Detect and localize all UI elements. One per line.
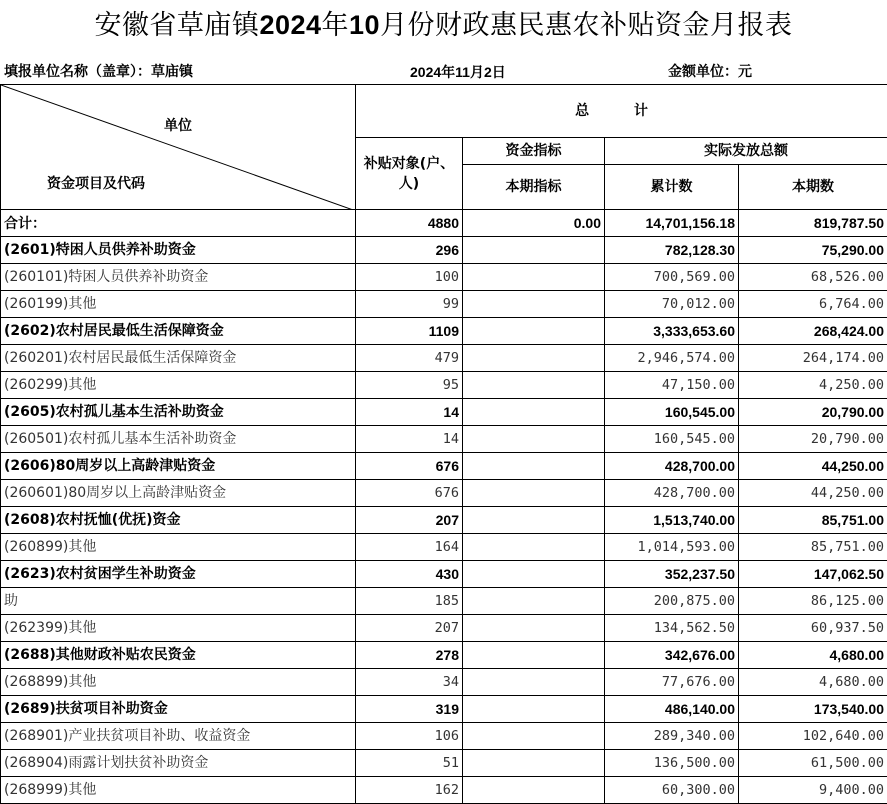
row-current-period: 20,790.00 [739, 399, 887, 426]
row-item-name: (262399)其他 [1, 615, 356, 642]
table-row [1, 561, 887, 588]
row-item-name: (268899)其他 [1, 669, 356, 696]
table-row [1, 291, 887, 318]
row-item-name: (260199)其他 [1, 291, 356, 318]
title-mid: 年 [322, 10, 350, 41]
table-body [1, 210, 887, 804]
row-current-period: 9,400.00 [739, 777, 887, 804]
row-current-period: 6,764.00 [739, 291, 887, 318]
row-item-name: (2605)农村孤儿基本生活补助资金 [1, 399, 356, 426]
row-current-period: 86,125.00 [739, 588, 887, 615]
subsidy-report-table [0, 84, 887, 804]
row-subsidy-count: 106 [356, 723, 463, 750]
row-current-indicator [463, 723, 605, 750]
row-subsidy-count: 164 [356, 534, 463, 561]
header-fund-indicator: 资金指标 [463, 138, 605, 165]
row-current-indicator [463, 669, 605, 696]
row-current-period: 4,680.00 [739, 642, 887, 669]
row-cumulative: 1,014,593.00 [605, 534, 739, 561]
row-item-name: (268999)其他 [1, 777, 356, 804]
row-subsidy-count: 1109 [356, 318, 463, 345]
row-current-period: 68,526.00 [739, 264, 887, 291]
row-current-indicator [463, 615, 605, 642]
row-subsidy-count: 51 [356, 750, 463, 777]
row-item-name: (260201)农村居民最低生活保障资金 [1, 345, 356, 372]
row-item-name: (2602)农村居民最低生活保障资金 [1, 318, 356, 345]
row-current-indicator [463, 696, 605, 723]
row-subsidy-count: 14 [356, 426, 463, 453]
table-row [1, 237, 887, 264]
row-cumulative: 1,513,740.00 [605, 507, 739, 534]
row-current-indicator [463, 588, 605, 615]
row-item-name: (2689)扶贫项目补助资金 [1, 696, 356, 723]
row-subsidy-count: 4880 [356, 210, 463, 237]
row-item-name: (2601)特困人员供养补助资金 [1, 237, 356, 264]
table-row [1, 372, 887, 399]
table-row [1, 696, 887, 723]
row-cumulative: 134,562.50 [605, 615, 739, 642]
row-cumulative: 14,701,156.18 [605, 210, 739, 237]
row-current-indicator [463, 372, 605, 399]
row-current-indicator [463, 399, 605, 426]
row-item-name: (268901)产业扶贫项目补助、收益资金 [1, 723, 356, 750]
table-row [1, 507, 887, 534]
table-row [1, 480, 887, 507]
row-subsidy-count: 207 [356, 615, 463, 642]
row-cumulative: 2,946,574.00 [605, 345, 739, 372]
row-cumulative: 160,545.00 [605, 399, 739, 426]
row-current-indicator [463, 534, 605, 561]
table-row [1, 453, 887, 480]
row-cumulative: 3,333,653.60 [605, 318, 739, 345]
row-item-name: (268904)雨露计划扶贫补助资金 [1, 750, 356, 777]
row-current-period: 85,751.00 [739, 507, 887, 534]
row-current-period: 61,500.00 [739, 750, 887, 777]
table-row [1, 264, 887, 291]
row-cumulative: 60,300.00 [605, 777, 739, 804]
row-current-period: 75,290.00 [739, 237, 887, 264]
row-subsidy-count: 95 [356, 372, 463, 399]
header-cumulative: 累计数 [605, 165, 739, 210]
header-unit-label: 单位 [1, 113, 355, 139]
row-current-period: 102,640.00 [739, 723, 887, 750]
table-row [1, 426, 887, 453]
row-item-name: (260601)80周岁以上高龄津贴资金 [1, 480, 356, 507]
row-current-period: 60,937.50 [739, 615, 887, 642]
table-row [1, 750, 887, 777]
currency-unit: 金额单位：元 [668, 60, 752, 84]
row-current-period: 268,424.00 [739, 318, 887, 345]
row-subsidy-count: 162 [356, 777, 463, 804]
row-item-name: (260899)其他 [1, 534, 356, 561]
title-year: 2024 [259, 10, 321, 40]
row-current-period: 44,250.00 [739, 480, 887, 507]
row-subsidy-count: 430 [356, 561, 463, 588]
row-current-indicator [463, 345, 605, 372]
row-item-name: (260299)其他 [1, 372, 356, 399]
row-current-indicator [463, 480, 605, 507]
row-subsidy-count: 34 [356, 669, 463, 696]
row-cumulative: 428,700.00 [605, 453, 739, 480]
row-current-indicator [463, 264, 605, 291]
row-current-indicator [463, 426, 605, 453]
row-item-name: (2608)农村抚恤(优抚)资金 [1, 507, 356, 534]
row-cumulative: 342,676.00 [605, 642, 739, 669]
row-cumulative: 47,150.00 [605, 372, 739, 399]
report-date: 2024年11月2日 [410, 60, 506, 84]
row-item-name: (2606)80周岁以上高龄津贴资金 [1, 453, 356, 480]
row-cumulative: 289,340.00 [605, 723, 739, 750]
row-cumulative: 486,140.00 [605, 696, 739, 723]
title-suffix: 月份财政惠民惠农补贴资金月报表 [380, 10, 793, 41]
row-subsidy-count: 100 [356, 264, 463, 291]
row-subsidy-count: 207 [356, 507, 463, 534]
header-current-indicator: 本期指标 [463, 165, 605, 210]
table-row [1, 318, 887, 345]
row-current-indicator [463, 453, 605, 480]
row-item-name: (2688)其他财政补贴农民资金 [1, 642, 356, 669]
row-item-name: (260101)特困人员供养补助资金 [1, 264, 356, 291]
row-item-name: (2623)农村贫困学生补助资金 [1, 561, 356, 588]
table-row [1, 642, 887, 669]
table-row [1, 399, 887, 426]
row-current-indicator [463, 642, 605, 669]
header-diagonal-cell [1, 85, 356, 210]
row-cumulative: 782,128.30 [605, 237, 739, 264]
row-current-period: 173,540.00 [739, 696, 887, 723]
row-cumulative: 428,700.00 [605, 480, 739, 507]
report-title [0, 0, 887, 48]
row-current-period: 264,174.00 [739, 345, 887, 372]
total-row [1, 210, 887, 237]
table-row [1, 615, 887, 642]
row-subsidy-count: 278 [356, 642, 463, 669]
row-current-indicator [463, 237, 605, 264]
table-row [1, 723, 887, 750]
table-row [1, 777, 887, 804]
row-current-indicator [463, 561, 605, 588]
row-subsidy-count: 319 [356, 696, 463, 723]
table-row [1, 534, 887, 561]
header-actual-total: 实际发放总额 [605, 138, 887, 165]
header-subsidy-target: 补贴对象(户、人) [356, 138, 463, 210]
row-subsidy-count: 185 [356, 588, 463, 615]
row-current-period: 4,680.00 [739, 669, 887, 696]
row-cumulative: 700,569.00 [605, 264, 739, 291]
table-row [1, 669, 887, 696]
row-current-period: 85,751.00 [739, 534, 887, 561]
row-current-indicator [463, 507, 605, 534]
row-current-indicator: 0.00 [463, 210, 605, 237]
title-prefix: 安徽省草庙镇 [94, 10, 259, 41]
row-current-indicator [463, 318, 605, 345]
row-subsidy-count: 676 [356, 480, 463, 507]
row-current-period: 4,250.00 [739, 372, 887, 399]
row-current-indicator [463, 777, 605, 804]
header-current-period: 本期数 [739, 165, 887, 210]
row-current-period: 819,787.50 [739, 210, 887, 237]
filler-unit: 填报单位名称（盖章）：草庙镇 [4, 60, 193, 84]
row-cumulative: 70,012.00 [605, 291, 739, 318]
table-row [1, 345, 887, 372]
row-current-period: 20,790.00 [739, 426, 887, 453]
table-row [1, 588, 887, 615]
row-cumulative: 352,237.50 [605, 561, 739, 588]
title-month: 10 [349, 10, 380, 40]
row-cumulative: 136,500.00 [605, 750, 739, 777]
row-cumulative: 200,875.00 [605, 588, 739, 615]
row-item-name: 助 [1, 588, 356, 615]
row-subsidy-count: 99 [356, 291, 463, 318]
row-subsidy-count: 14 [356, 399, 463, 426]
row-current-period: 44,250.00 [739, 453, 887, 480]
header-project-label: 资金项目及代码 [47, 171, 145, 197]
header-total: 总 计 [356, 85, 887, 138]
row-current-period: 147,062.50 [739, 561, 887, 588]
row-item-name: 合计： [1, 210, 356, 237]
row-current-indicator [463, 750, 605, 777]
row-subsidy-count: 676 [356, 453, 463, 480]
row-subsidy-count: 479 [356, 345, 463, 372]
row-cumulative: 77,676.00 [605, 669, 739, 696]
row-item-name: (260501)农村孤儿基本生活补助资金 [1, 426, 356, 453]
row-cumulative: 160,545.00 [605, 426, 739, 453]
row-subsidy-count: 296 [356, 237, 463, 264]
row-current-indicator [463, 291, 605, 318]
